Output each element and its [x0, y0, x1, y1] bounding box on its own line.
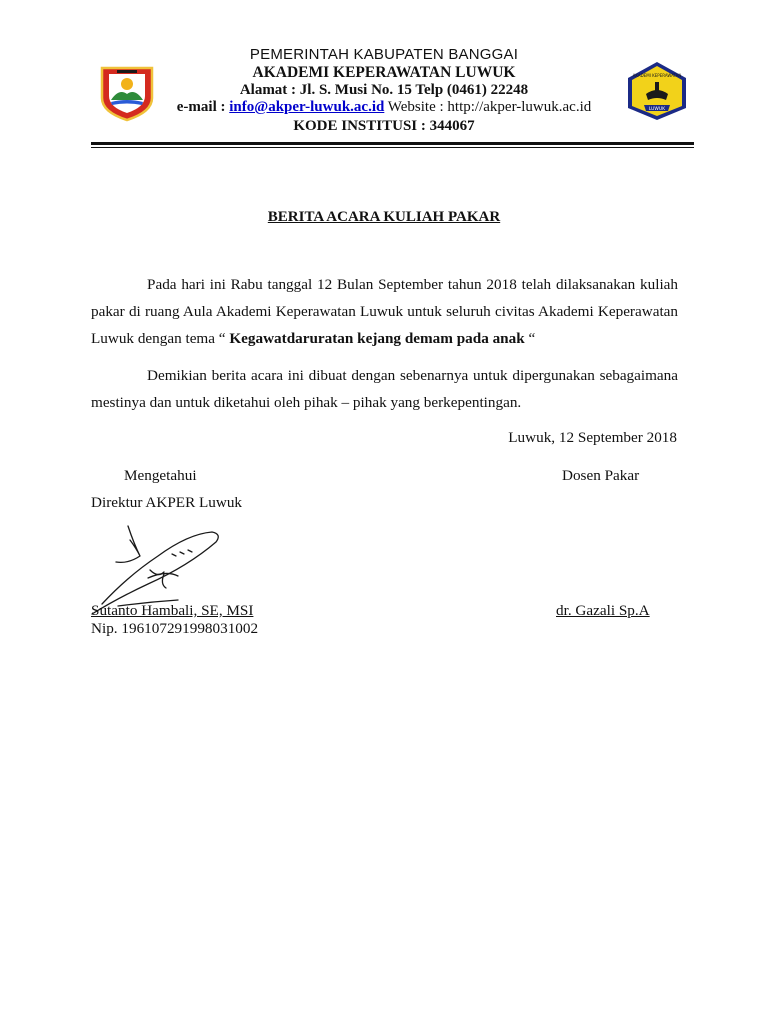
email-link[interactable]: info@akper-luwuk.ac.id [229, 99, 385, 115]
logo-text-top: AKADEMI KEPERAWATAN [632, 73, 682, 78]
institution-code: KODE INSTITUSI : 344067 [293, 118, 475, 134]
letterhead-rule-thin [91, 147, 694, 148]
document-title: BERITA ACARA KULIAH PAKAR [267, 209, 501, 225]
director-name: Sutanto Hambali, SE, MSI [91, 602, 254, 619]
director-role: Direktur AKPER Luwuk [91, 494, 243, 511]
lecturer-name: dr. Gazali Sp.A [556, 602, 650, 619]
lecture-theme: Kegawatdaruratan kejang demam pada anak [229, 330, 525, 347]
paragraph-1-text: Pada hari ini Rabu tanggal 12 Bulan September tahun 2018 telah dilaksanakan kuliah pakar di ruang Aula Akademi Keperawatan Luwuk untuk seluruh civitas Akademi Keperawatan Luwuk dengan tema “ [91, 276, 678, 347]
lecturer-role: Dosen Pakar [562, 467, 640, 484]
email-label: e-mail : [176, 99, 230, 115]
institution-name: AKADEMI KEPERAWATAN LUWUK [252, 64, 516, 81]
paragraph-2-text: Demikian berita acara ini dibuat dengan sebenarnya untuk dipergunakan sebagaimana mestinya dan untuk diketahui oleh pihak – pihak yang berkepentingan. [91, 367, 678, 411]
paragraph-1 [91, 271, 678, 352]
director-nip: Nip. 196107291998031002 [91, 620, 259, 637]
government-name: PEMERINTAH KABUPATEN BANGGAI [249, 46, 519, 63]
website-text: Website : http://akper-luwuk.ac.id [384, 99, 592, 115]
paragraph-2 [91, 362, 678, 416]
contact-line [0, 99, 768, 116]
letterhead-rule-thick [91, 142, 694, 145]
logo-text-bottom: LUWUK [648, 107, 666, 112]
paragraph-1-end: “ [524, 330, 536, 347]
acknowledged-label: Mengetahui [124, 467, 197, 484]
institution-address: Alamat : Jl. S. Musi No. 15 Telp (0461) 22248 [239, 82, 529, 98]
place-date: Luwuk, 12 September 2018 [508, 429, 677, 446]
